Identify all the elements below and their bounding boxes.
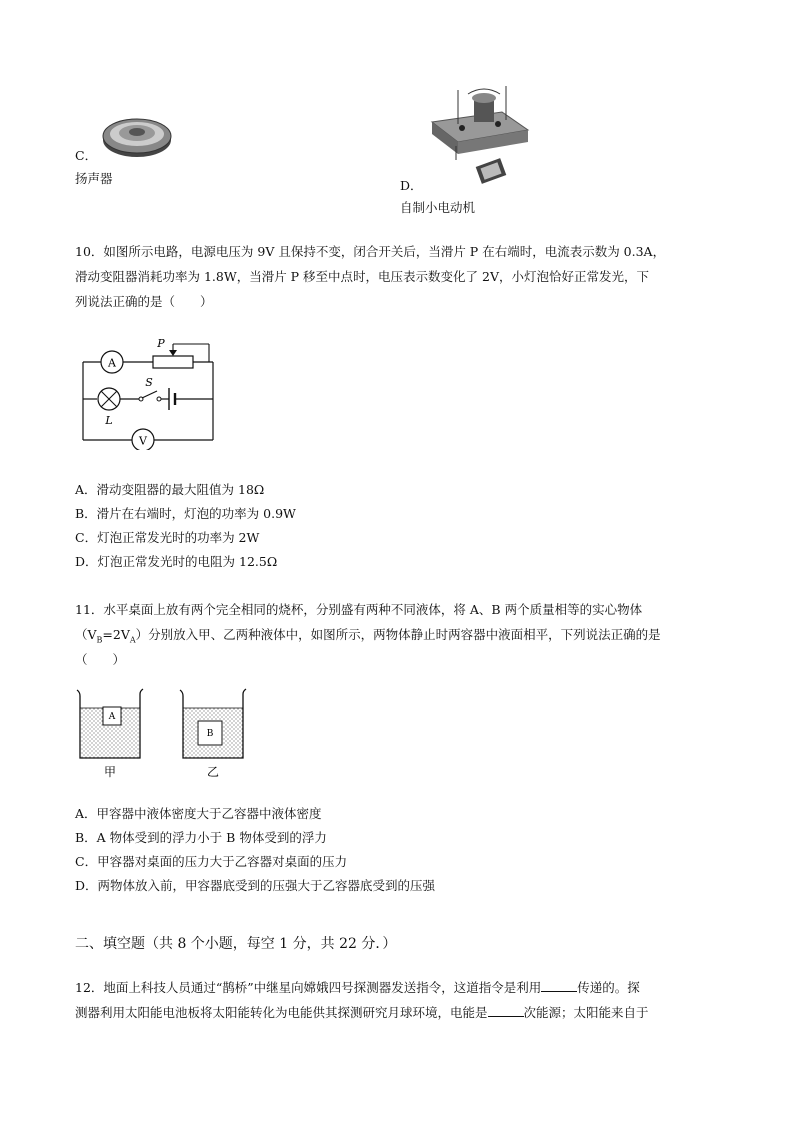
q12-line-1: 12．地面上科技人员通过“鹊桥”中继星向嫦娥四号探测器发送指令，这道指令是利用 传递的。探: [75, 980, 640, 995]
option-c-caption: 扬声器: [75, 171, 113, 186]
voltmeter-label: V: [139, 434, 147, 448]
q10-option-b: B．滑片在右端时，灯泡的功率为 0.9W: [75, 506, 296, 521]
q11-option-a: A．甲容器中液体密度大于乙容器中液体密度: [75, 806, 322, 821]
switch-label: S: [145, 376, 153, 389]
motor-image: [428, 84, 530, 190]
q11-option-c: C．甲容器对桌面的压力大于乙容器对桌面的压力: [75, 854, 348, 869]
q11-option-b: B．A 物体受到的浮力小于 B 物体受到的浮力: [75, 830, 327, 845]
q11-option-d: D．两物体放入前，甲容器底受到的压强大于乙容器底受到的压强: [75, 878, 436, 893]
q11-line-3: （ ）: [75, 652, 126, 667]
q11-beakers-figure: [75, 686, 250, 782]
slider-label: P: [157, 337, 165, 350]
q12-line-2: 测器利用太阳能电池板将太阳能转化为电能供其探测研究月球环境，电能是 次能源；太阳能来自于: [75, 1005, 649, 1020]
block-a-label: A: [108, 712, 116, 722]
q10-option-d: D．灯泡正常发光时的电阻为 12.5Ω: [75, 554, 278, 569]
option-d-caption: 自制小电动机: [400, 200, 476, 215]
q10-option-a: A．滑动变阻器的最大阻值为 18Ω: [75, 482, 265, 497]
q10-line-1: 10．如图所示电路，电源电压为 9V 且保持不变，闭合开关后，当滑片 P 在右端时，电流表示数为 0.3A，: [75, 244, 666, 259]
ammeter-label: A: [108, 356, 116, 370]
q12-blank-1[interactable]: [541, 979, 577, 992]
lamp-label: L: [105, 414, 113, 427]
q10-option-c: C．灯泡正常发光时的功率为 2W: [75, 530, 260, 545]
q10-line-2: 滑动变阻器消耗功率为 1.8W，当滑片 P 移至中点时，电压表示数变化了 2V，小灯泡恰好正常发光，下: [75, 269, 650, 284]
q10-line-3: 列说法正确的是（ ）: [75, 294, 213, 309]
q10-circuit-diagram: [75, 330, 225, 450]
speaker-image: [100, 112, 174, 160]
option-c-label: C．: [75, 148, 98, 163]
q12-blank-2[interactable]: [488, 1004, 524, 1017]
beaker-label-right: 乙: [206, 765, 220, 779]
q11-line-1: 11．水平桌面上放有两个完全相同的烧杯，分别盛有两种不同液体，将 A、B 两个质量相等的实心物体: [75, 602, 643, 617]
block-b-label: B: [206, 729, 214, 739]
section-fill-in-title: 二、填空题（共 8 个小题，每空 1 分，共 22 分．）: [75, 936, 397, 952]
beaker-label-left: 甲: [103, 765, 117, 779]
option-d-label: D．: [400, 178, 423, 193]
q11-line-2: $(V_B=2V_A)$分别放入甲、乙两种液体中，如图所示，两物体静止时两容器中液面相平，下列说法正确的是: [75, 627, 661, 645]
